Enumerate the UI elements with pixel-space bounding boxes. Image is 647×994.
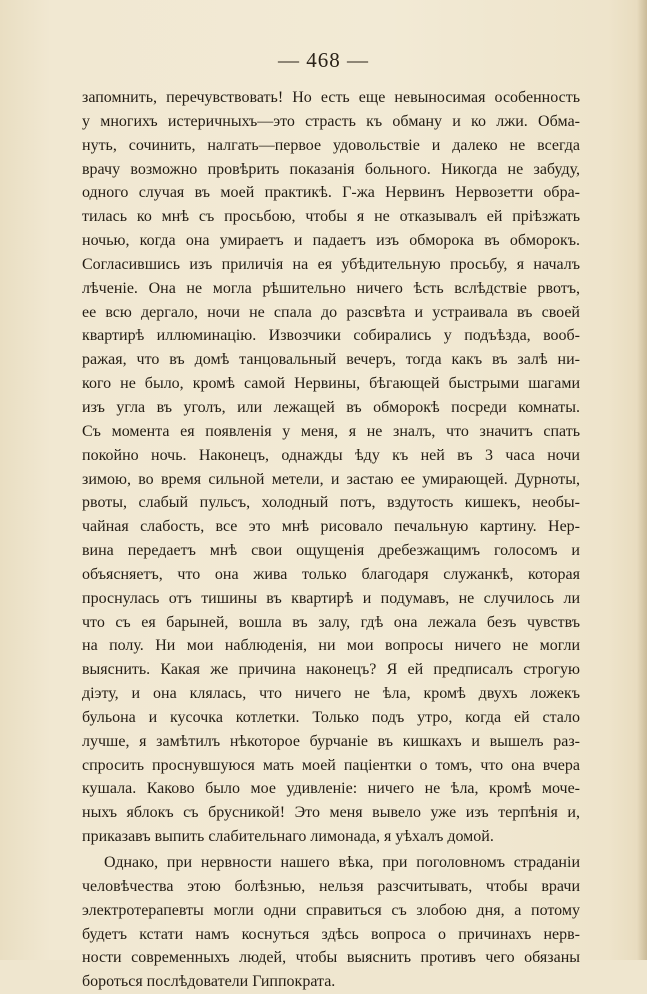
text-line: объясняетъ, что она жива только благодаря служанкѣ, которая xyxy=(82,565,580,583)
text-line: что съ ея барыней, вошла въ залу, гдѣ она лежала безъ чувствъ xyxy=(82,613,580,631)
text-line: Однако, при нервности нашего вѣка, при поголовномъ страданіи xyxy=(104,854,580,871)
text-line: одного случая въ моей практикѣ. Г-жа Нервинъ Нервозетти обра- xyxy=(82,184,580,202)
text-line: кого не было, кромѣ самой Нервины, бѣгающей быстрыми шагами xyxy=(82,375,580,393)
text-line: рвоты, слабый пульсъ, холодный потъ, вздутость кишекъ, необы- xyxy=(82,494,580,512)
text-line: покойно ночь. Наконецъ, однажды ѣду къ ней въ 3 часа ночи xyxy=(82,446,580,464)
text-line: на полу. Ни мои наблюденія, ни мои вопросы ничего не могли xyxy=(82,637,580,655)
text-line: ности современныхъ людей, чтобы выяснить противъ чего обязаны xyxy=(82,949,580,967)
text-line: Согласившись изъ приличія на ея убѣдительную просьбу, я началъ xyxy=(82,255,580,273)
text-line: діэту, и она клялась, что ничего не ѣла, кромѣ двухъ ложекъ xyxy=(82,685,580,703)
text-line: спросить проснувшуюся мать моей паціентки о томъ, что она вчера xyxy=(82,756,580,774)
text-line: ее всю дергало, ночи не спала до разсвѣта и устраивала въ своей xyxy=(82,303,580,321)
page-edge-shadow xyxy=(637,0,647,960)
text-line: вина передаетъ мнѣ свои ощущенія дребезжащимъ голосомъ и xyxy=(82,542,580,560)
text-line: изъ угла въ уголъ, или лежащей въ обморокѣ посреди комнаты. xyxy=(82,398,580,416)
text-line: проснулась отъ тишины въ квартирѣ и подумавъ, не случилось ли xyxy=(82,589,580,607)
page-number: — 468 — xyxy=(278,48,369,72)
text-line: бульона и кусочка котлетки. Только подъ утро, когда ей стало xyxy=(82,708,580,726)
text-line: чайная слабость, все это мнѣ рисовало печальную картину. Нер- xyxy=(82,518,580,536)
text-line: у многихъ истеричныхъ—это страсть къ обману и ко лжи. Обма- xyxy=(82,112,580,130)
text-line: ражая, что въ домѣ танцовальный вечеръ, тогда какъ въ залѣ ни- xyxy=(82,351,580,369)
text-line: зимою, во время сильной метели, и застаю ее умирающей. Дурноты, xyxy=(82,470,580,488)
text-line: лучше, я замѣтилъ нѣкоторое бурчаніе въ кишкахъ и вышелъ раз- xyxy=(82,732,580,750)
text-line: человѣчества этою болѣзнью, нельзя разсчитывать, чтобы врачи xyxy=(82,877,580,895)
text-line: лѣченіе. Она не могла рѣшительно ничего ѣсть вслѣдствіе рвотъ, xyxy=(82,279,580,297)
text-line: будетъ кстати намъ коснуться здѣсь вопроса о причинахъ нерв- xyxy=(82,925,580,943)
text-line: врачу возможно провѣрить показанія больного. Никогда не забуду, xyxy=(82,160,580,178)
text-line: нуть, сочинить, налгать—первое удовольствіе и далеко не всегда xyxy=(82,136,580,154)
text-line: Съ момента ея появленія у меня, я не зналъ, что значитъ спать xyxy=(82,422,580,440)
text-line: электротерапевты могли одни справиться съ злобою дня, а потому xyxy=(82,901,580,919)
text-line: кушала. Каково было мое удивленіе: ничего не ѣла, кромѣ моче- xyxy=(82,780,580,798)
text-line: приказавъ выпить слабительнаго лимонада, я уѣхалъ домой. xyxy=(82,828,494,846)
text-line: ныхъ яблокъ съ брусникой! Это меня вывело уже изъ терпѣнія и, xyxy=(82,804,580,822)
text-line: бороться послѣдователи Гиппократа. xyxy=(82,973,336,991)
body-text xyxy=(82,86,580,994)
text-line: тилась ко мнѣ съ просьбою, чтобы я не отказывалъ ей пріѣзжать xyxy=(82,208,580,226)
text-line: запомнить, перечувствовать! Но есть еще невыносимая особенность xyxy=(82,89,580,106)
text-line: квартирѣ иллюминацію. Извозчики собирались у подъѣзда, вооб- xyxy=(82,327,580,345)
text-line: ночью, когда она умираетъ и падаетъ изъ обморока въ обморокъ. xyxy=(82,232,580,250)
text-line: выяснить. Какая же причина наконецъ? Я ей предписалъ строгую xyxy=(82,661,580,679)
